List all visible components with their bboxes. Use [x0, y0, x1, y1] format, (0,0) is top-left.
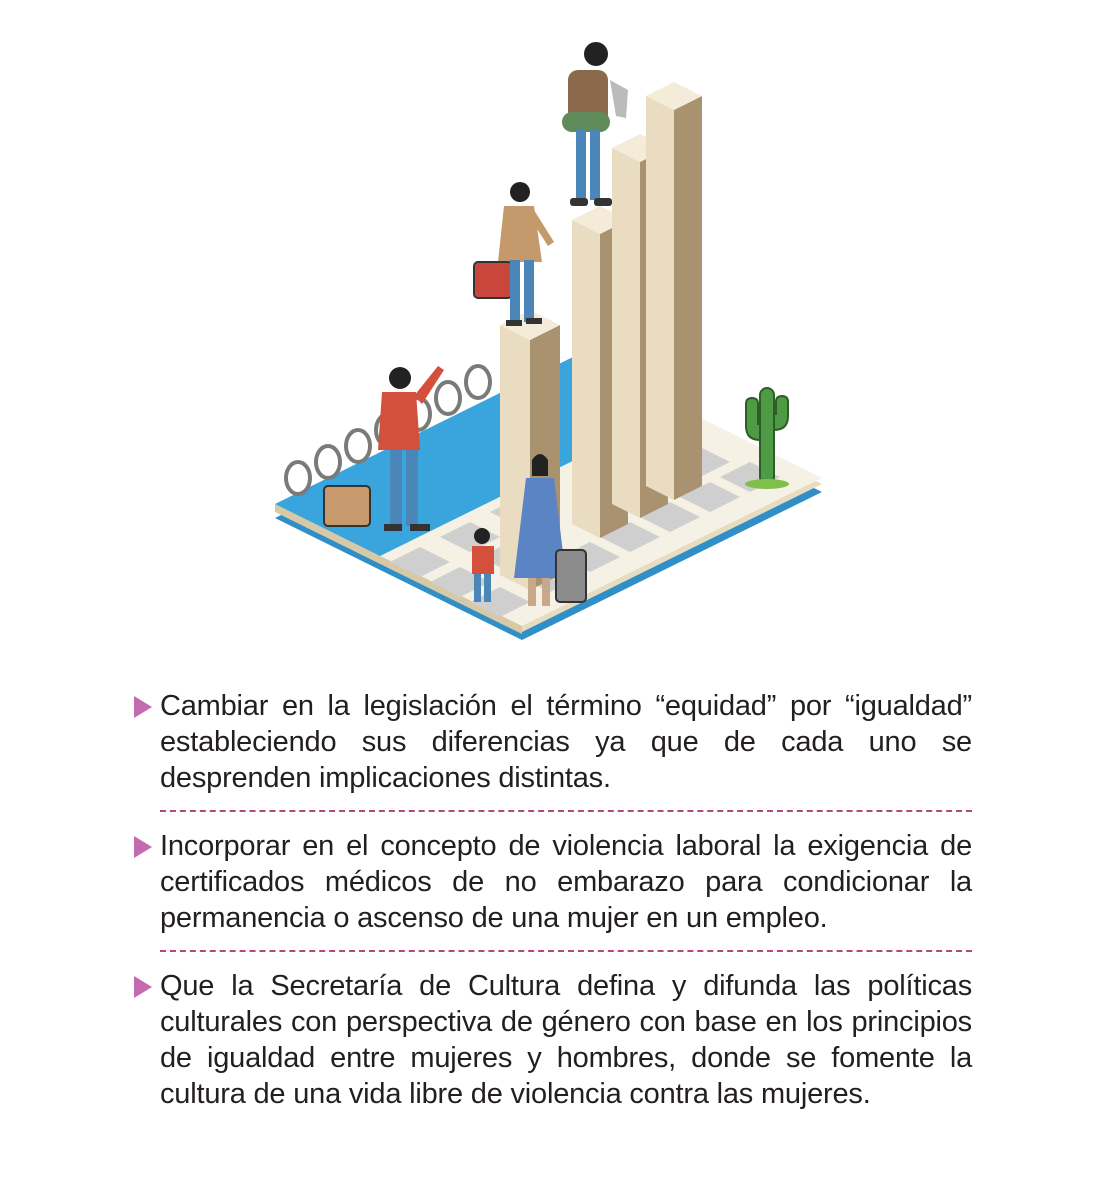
dashed-divider: [160, 810, 972, 812]
list-item: [130, 688, 972, 796]
bullet-text: Cambiar en la legislación el término “equidad” por “igualdad” estableciendo sus diferencias ya que de cada uno se desprenden implicaciones distintas.: [160, 690, 972, 794]
list-item: [130, 828, 972, 936]
bullet-text: Incorporar en el concepto de violencia laboral la exigencia de certificados médicos de no embarazo para condicionar la permanencia o ascenso de una mujer en un empleo.: [160, 830, 972, 934]
triangle-bullet-icon: [134, 696, 152, 718]
triangle-bullet-icon: [134, 836, 152, 858]
calendar-staircase-illustration: [250, 30, 850, 670]
dashed-divider: [160, 950, 972, 952]
bullet-text: Que la Secretaría de Cultura defina y difunda las políticas culturales con perspectiva de género con base en los principios de igualdad entre mujeres y hombres, donde se fomente la cultura de una vida libre de violencia contra las mujeres.: [160, 970, 972, 1110]
list-item: [130, 968, 972, 1112]
recommendations-list: [130, 688, 972, 1112]
triangle-bullet-icon: [134, 976, 152, 998]
